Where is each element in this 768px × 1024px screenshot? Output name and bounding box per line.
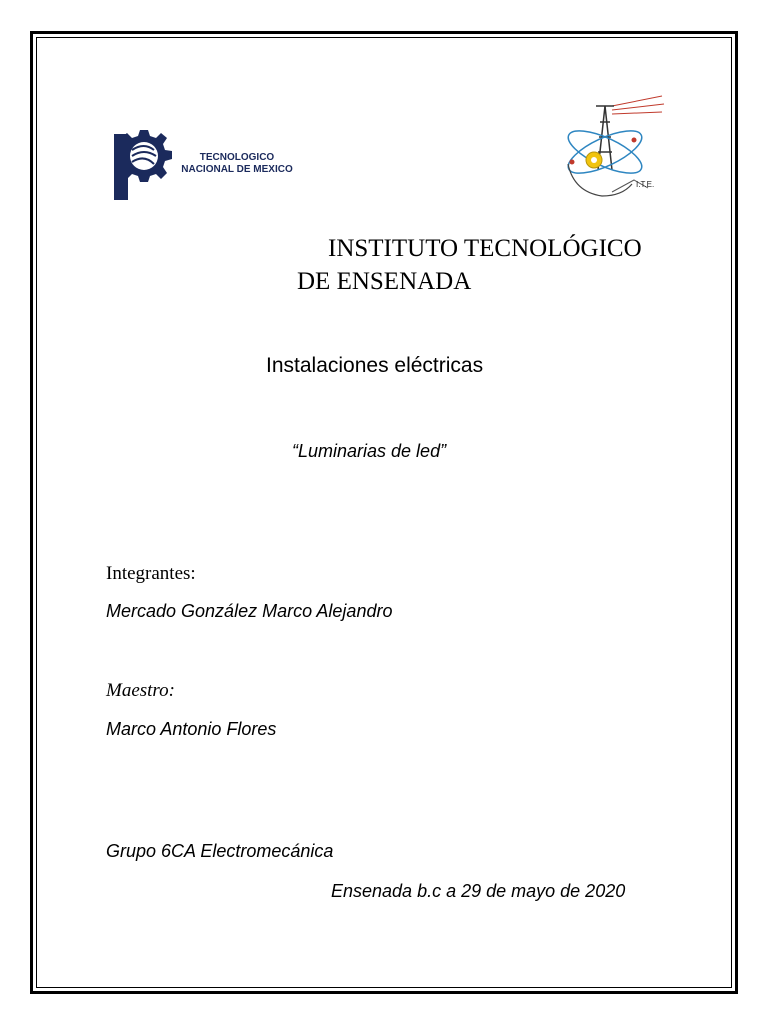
institute-title-line2: DE ENSENADA (297, 268, 472, 295)
maestro-name: Marco Antonio Flores (106, 719, 277, 739)
institute-title-line1: INSTITUTO TECNOLÓGICO (328, 235, 642, 262)
subject-title: Instalaciones eléctricas (266, 354, 484, 377)
ite-logo-icon (552, 92, 668, 208)
ite-logo-text: I.T.E. (636, 180, 655, 189)
group-text: Grupo 6CA Electromecánica (106, 841, 334, 861)
tecnm-logo-text: TECNOLOGICO NACIONAL DE MEXICO (181, 152, 293, 175)
maestro-label: Maestro: (106, 680, 175, 701)
topic-title: “Luminarias de led” (292, 441, 447, 461)
integrante-name: Mercado González Marco Alejandro (106, 601, 393, 621)
date-text: Ensenada b.c a 29 de mayo de 2020 (331, 881, 626, 901)
integrantes-label: Integrantes: (106, 563, 196, 584)
